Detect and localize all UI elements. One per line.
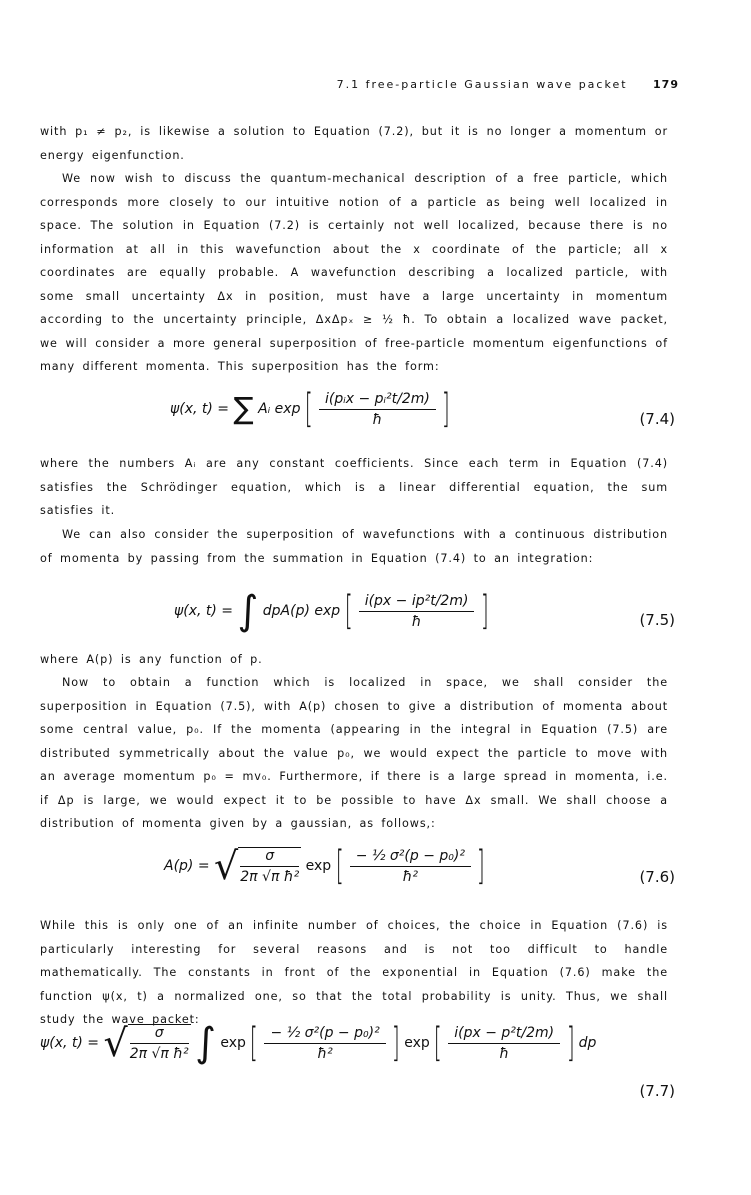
eq76-sqrt-numerator: σ <box>240 848 299 867</box>
eq77-sqrt-numerator: σ <box>130 1025 189 1044</box>
eq77-fraction-1 <box>264 1025 385 1062</box>
paragraph-7: While this is only one of an infinite number of choices, the choice in Equation (7.6) is particularly interesting for several reasons and is not too difficult to handle mathematically. The constants in front of the exponential in Equation (7.6) make the function ψ(x, t) a normalized one, so that the total probability is unity. Thus, we shall study the wave packet: <box>40 919 668 1026</box>
eq76-sqrt: √ $\frac{\sigma}{\text{2π √π ħ²}}$ <box>214 844 300 888</box>
eq77-denominator-2: ħ <box>499 1045 510 1062</box>
equation-7-4: ψ(x, t) = ∑ Aᵢ exp [ $\frac{\text{i(pᵢx − pᵢ²t/2m)}}{ħ}$ ] (7.4) <box>170 386 675 432</box>
eq74-label: (7.4) <box>639 410 675 428</box>
paragraph-5: where A(p) is any function of p. <box>40 653 263 666</box>
eq75-denominator: ħ <box>411 613 422 630</box>
eq77-fraction-2 <box>448 1025 560 1062</box>
eq76-denominator: ħ² <box>402 868 418 885</box>
eq74-fraction <box>319 391 436 428</box>
eq76-lhs: A(p) = <box>164 858 210 874</box>
section-title: 7.1 free-particle Gaussian wave packet <box>336 78 628 91</box>
eq75-numerator: i(px − ip²t/2m) <box>359 593 475 612</box>
eq77-numerator-2: i(px − p²t/2m) <box>448 1025 560 1044</box>
page-number: 179 <box>653 78 679 91</box>
eq76-sqrt-denominator: 2π √π ħ² <box>240 869 300 885</box>
eq77-numerator-1: − ½ σ²(p − p₀)² <box>264 1025 385 1044</box>
paragraph-6-text: Now to obtain a function which is localized in space, we shall consider the superposition in Equation (7.5), with A(p) chosen to give a distribution of momenta about some central value, p₀. If the momenta (appearing in the integral in Equation (7.5) are distributed symmetrically about the value p₀, we would expect the particle to move with an average momentum p₀ = mv₀. Furthermore, if there is a large spread in momenta, i.e. if Δp is large, we would expect it to be possible to have Δx small. We shall choose a distribution of momenta given by a gaussian, as follows,: <box>40 676 668 830</box>
eq77-lhs: ψ(x, t) = <box>40 1035 100 1051</box>
paragraph-1: with p₁ ≠ p₂, is likewise a solution to Equation (7.2), but it is no longer a momentum or energy eigenfunction. <box>40 125 668 162</box>
paragraph-6 <box>40 671 668 836</box>
eq75-mid: dpA(p) exp <box>262 603 341 619</box>
eq74-lhs: ψ(x, t) = <box>170 401 230 417</box>
eq77-label: (7.7) <box>639 1082 675 1100</box>
paragraph-2-text: We now wish to discuss the quantum-mechanical description of a free particle, which corresponds more closely to our intuitive notion of a particle as being well localized in space. The solution in Equation (7.2) is certainly not well localized, because there is no information at all in this wavefunction about the x coordinate of the particle; all x coordinates are equally probable. A wavefunction describing a localized particle, with some small uncertainty Δx in position, must have a large uncertainty in momentum according to the uncertainty principle, ΔxΔpₓ ≥ ½ ħ. To obtain a localized wave packet, we will consider a more general superposition of free-particle momentum eigenfunctions of many different momenta. This superposition has the form: <box>40 172 668 373</box>
integral-symbol: ∫ <box>237 588 259 634</box>
eq76-fraction <box>350 848 471 885</box>
eq74-numerator: i(pᵢx − pᵢ²t/2m) <box>319 391 436 410</box>
paragraph-4 <box>40 523 668 570</box>
paragraph-4-text: We can also consider the superposition of wavefunctions with a continuous distribution of momenta by passing from the summation in Equation (7.4) to an integration: <box>40 528 668 565</box>
paragraph-3: where the numbers Aᵢ are any constant coefficients. Since each term in Equation (7.4) satisfies the Schrödinger equation, which is a linear differential equation, the sum satisfies it. <box>40 457 668 517</box>
eq76-numerator: − ½ σ²(p − p₀)² <box>350 848 471 867</box>
eq77-dp: dp <box>578 1035 597 1051</box>
eq77-sqrt-denominator: 2π √π ħ² <box>129 1046 189 1062</box>
eq77-integral-symbol: ∫ <box>195 1020 216 1066</box>
eq77-denominator-1: ħ² <box>317 1045 333 1062</box>
eq75-label: (7.5) <box>639 611 675 629</box>
equation-7-5: ψ(x, t) = ∫ dpA(p) exp [ $\frac{\text{i(px − ip²t/2m)}}{ħ}$ ] (7.5) <box>174 588 675 634</box>
eq77-sqrt: √ $\frac{\sigma}{\text{2π √π ħ²}}$ <box>103 1021 189 1065</box>
eq75-fraction <box>359 593 475 630</box>
running-head <box>337 78 679 91</box>
eq76-label: (7.6) <box>639 868 675 886</box>
equation-7-7: ψ(x, t) = √ $\frac{\sigma}{\text{2π √π ħ²}}$ ∫ exp [ $\frac{\text{− ½ σ²(p − p₀)²}}{\text{ħ²}}$ ] exp [ $\frac{\text{i(px − p²t/2m)}}{ħ}$ ] dp (7.7) <box>40 1020 675 1100</box>
paragraph-2 <box>40 167 668 379</box>
eq74-denominator: ħ <box>372 411 383 428</box>
summation-symbol: ∑ <box>233 391 254 427</box>
eq76-exp: exp <box>305 858 332 874</box>
eq77-exp2: exp <box>404 1035 430 1051</box>
eq75-lhs: ψ(x, t) = <box>174 603 234 619</box>
eq74-coef: Aᵢ exp <box>258 401 301 417</box>
eq77-exp1: exp <box>220 1035 246 1051</box>
equation-7-6: A(p) = √ $\frac{\sigma}{\text{2π √π ħ²}}$ exp [ $\frac{\text{− ½ σ²(p − p₀)²}}{\text{ħ²}}$ ] (7.6) <box>164 843 675 889</box>
